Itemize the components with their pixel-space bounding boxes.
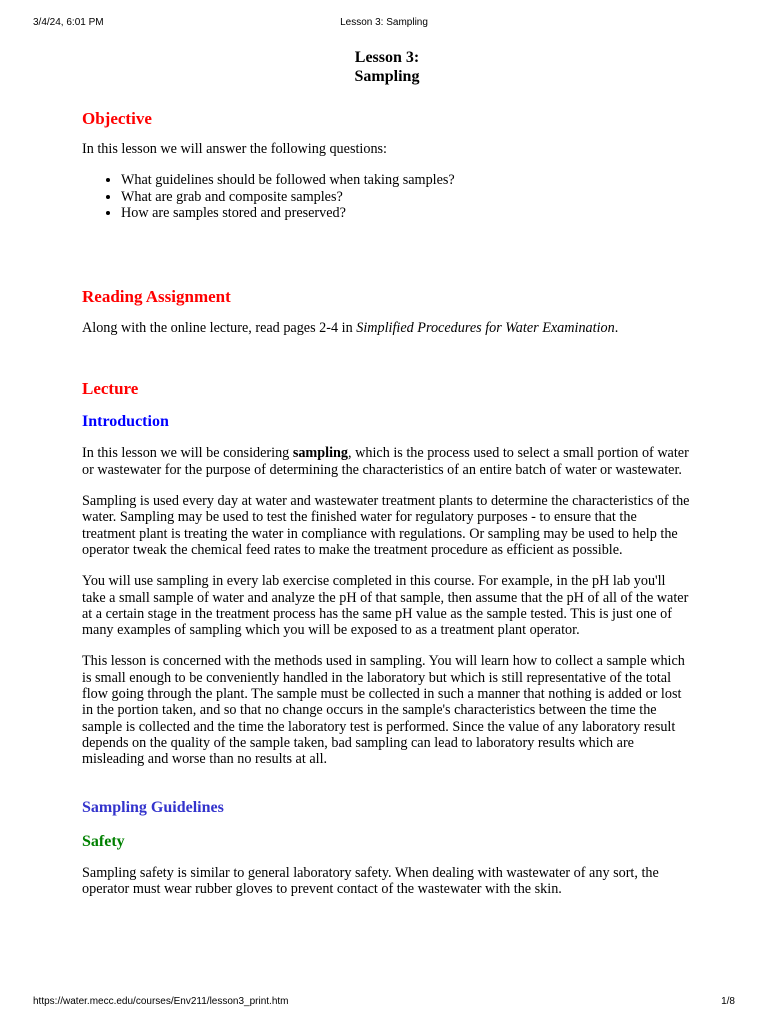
objective-question: • What guidelines should be followed when taking samples?: [121, 172, 692, 188]
objective-heading: Objective: [82, 109, 152, 128]
intro-paragraph-4: This lesson is concerned with the methods used in sampling. You will learn how to collect a sample which is small enough to be conveniently handled in the laboratory but which is still representative of the total flow going through the plant. The sample must be collected in such a manner that nothing is added or lost in the portion taken, and so that no change occurs in the sample's characteristics between the time the sample is collected and the time the laboratory test is performed. Since the value of any laboratory result depends on the quality of the sample taken, bad sampling can lead to laboratory results which are misleading and worse than no results at all.: [82, 653, 685, 768]
reading-text-before: Along with the online lecture, read pages 2-4 in: [82, 320, 357, 337]
reading-text-after: .: [614, 320, 619, 337]
objective-intro: In this lesson we will answer the following questions:: [82, 141, 387, 157]
print-page-title: Lesson 3: Sampling: [340, 17, 428, 28]
introduction-heading: Introduction: [82, 413, 169, 431]
print-url: https://water.mecc.edu/courses/Env211/lesson3_print.htm: [33, 996, 289, 1007]
book-title: Simplified Procedures for Water Examination: [356, 320, 615, 337]
intro-paragraph-1: [82, 445, 692, 478]
reading-assignment-heading: Reading Assignment: [82, 287, 231, 307]
intro-paragraph-2: Sampling is used every day at water and wastewater treatment plants to determine the characteristics of the water. Sampling may be used to test the finished water for regulatory purposes - to ensure that the treatment plant is treating the water in compliance with regulations. Or sampling may be used to help the operator tweak the chemical feed rates to make the treatment procedure as efficient as possible.: [82, 493, 690, 558]
print-datetime: 3/4/24, 6:01 PM: [33, 17, 104, 28]
lecture-heading: Lecture: [82, 379, 139, 399]
reading-assignment-text: [82, 320, 692, 336]
lesson-content: [82, 48, 692, 897]
intro-p1-bold: sampling: [292, 445, 349, 462]
intro-paragraph-3: You will use sampling in every lab exercise completed in this course. For example, in the pH lab you'll take a small sample of water and analyze the pH of that sample, then assume that the pH of all of the water at a certain stage in the treatment process has the same pH value as the sample tested. This is just one of many examples of sampling which you will be exposed to as a treatment plant operator.: [82, 573, 689, 639]
objective-questions-list: [82, 172, 692, 221]
intro-p1-after: , which is the process used to select a small portion of water or wastewater for the purpose of determining the characteristics of an entire batch of water or wastewater.: [82, 445, 689, 478]
lesson-title-line2: Sampling: [354, 68, 420, 85]
lesson-title: [82, 48, 692, 86]
print-footer: [33, 996, 735, 1010]
sampling-guidelines-heading: Sampling Guidelines: [82, 798, 224, 816]
objective-question: • How are samples stored and preserved?: [121, 205, 692, 221]
safety-paragraph: Sampling safety is similar to general laboratory safety. When dealing with wastewater of any sort, the operator must wear rubber gloves to prevent contact of the wastewater with the skin.: [82, 864, 659, 897]
objective-question: • What are grab and composite samples?: [121, 189, 692, 205]
print-header: [33, 17, 735, 31]
intro-p1-before: In this lesson we will be considering: [82, 445, 293, 462]
safety-heading: Safety: [82, 832, 125, 850]
print-page-number: 1/8: [721, 996, 735, 1007]
lesson-title-line1: Lesson 3:: [354, 49, 420, 66]
